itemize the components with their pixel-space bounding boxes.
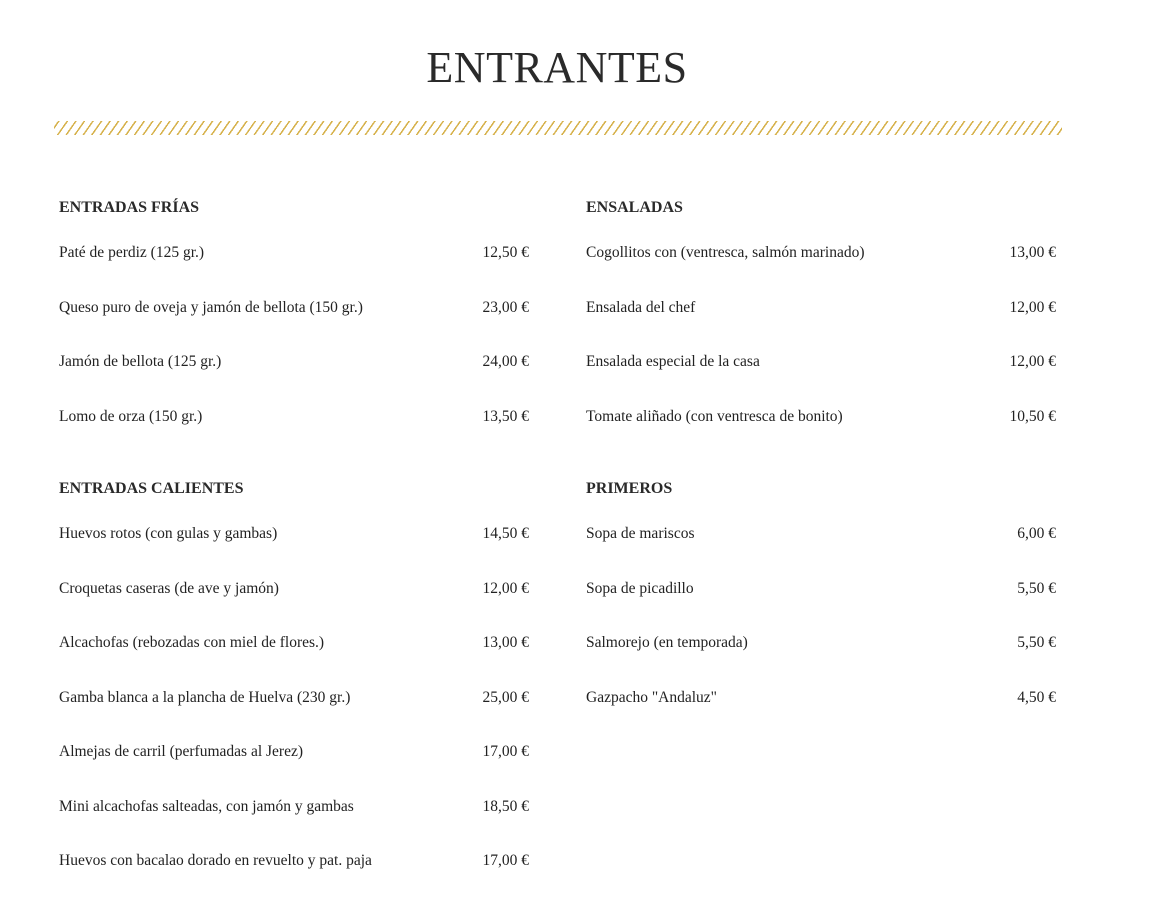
item-price: 17,00 € — [482, 852, 529, 870]
item-name: Croquetas caseras (de ave y jamón) — [59, 579, 279, 597]
section-title: ENTRADAS CALIENTES — [59, 480, 244, 497]
item-name: Almejas de carril (perfumadas al Jerez) — [59, 743, 303, 761]
section-title: ENTRADAS FRÍAS — [59, 199, 200, 216]
menu-item — [59, 226, 529, 281]
item-price: 5,50 € — [1017, 634, 1056, 652]
item-name: Mini alcachofas salteadas, con jamón y gambas — [59, 797, 354, 815]
menu-item — [59, 281, 529, 336]
menu-item — [586, 390, 1056, 445]
item-price: 12,00 € — [1009, 298, 1056, 316]
item-price: 13,50 € — [482, 407, 529, 425]
item-name: Gamba blanca a la plancha de Huelva (230 gr.) — [59, 688, 351, 706]
section-title: PRIMEROS — [586, 480, 673, 497]
item-name: Huevos rotos (con gulas y gambas) — [59, 525, 278, 543]
menu-item — [586, 226, 1056, 281]
section-entradas-frias — [59, 198, 529, 444]
item-price: 12,00 € — [1009, 353, 1056, 371]
menu-item — [59, 616, 529, 671]
menu-list — [59, 507, 529, 889]
item-name: Ensalada especial de la casa — [586, 353, 760, 371]
menu-item — [59, 671, 529, 726]
menu-item — [59, 725, 529, 780]
item-name: Sopa de picadillo — [586, 579, 694, 597]
item-price: 14,50 € — [482, 525, 529, 543]
item-name: Huevos con bacalao dorado en revuelto y pat. paja — [59, 852, 372, 870]
item-name: Queso puro de oveja y jamón de bellota (150 gr.) — [59, 298, 363, 316]
page-title: ENTRANTES — [426, 43, 688, 92]
menu-item — [586, 562, 1056, 617]
menu-list — [586, 507, 1056, 725]
item-price: 24,00 € — [482, 353, 529, 371]
menu-list — [586, 226, 1056, 444]
section-entradas-calientes — [59, 479, 529, 889]
menu-item — [59, 562, 529, 617]
item-price: 12,50 € — [482, 244, 529, 262]
item-price: 4,50 € — [1017, 688, 1056, 706]
menu-item — [586, 671, 1056, 726]
item-price: 23,00 € — [482, 298, 529, 316]
menu-list — [59, 226, 529, 444]
menu-item — [59, 335, 529, 390]
menu-item — [586, 281, 1056, 336]
item-price: 5,50 € — [1017, 579, 1056, 597]
item-name: Tomate aliñado (con ventresca de bonito) — [586, 407, 843, 425]
menu-item — [59, 507, 529, 562]
item-price: 12,00 € — [482, 579, 529, 597]
item-name: Salmorejo (en temporada) — [586, 634, 748, 652]
item-name: Jamón de bellota (125 gr.) — [59, 353, 222, 371]
item-name: Alcachofas (rebozadas con miel de flores.) — [59, 634, 325, 652]
menu-item — [59, 834, 529, 889]
decorative-divider — [54, 121, 1062, 135]
section-primeros — [586, 479, 1056, 725]
item-name: Lomo de orza (150 gr.) — [59, 407, 203, 425]
menu-item — [59, 390, 529, 445]
section-ensaladas — [586, 198, 1056, 444]
item-name: Paté de perdiz (125 gr.) — [59, 244, 205, 262]
menu-item — [586, 335, 1056, 390]
item-price: 10,50 € — [1009, 407, 1056, 425]
item-name: Cogollitos con (ventresca, salmón marinado) — [586, 244, 865, 262]
item-name: Sopa de mariscos — [586, 525, 695, 543]
item-name: Ensalada del chef — [586, 298, 696, 316]
menu-item — [586, 616, 1056, 671]
item-name: Gazpacho "Andaluz" — [586, 688, 718, 706]
item-price: 18,50 € — [482, 797, 529, 815]
section-title: ENSALADAS — [586, 199, 683, 216]
item-price: 6,00 € — [1017, 525, 1056, 543]
menu-item — [586, 507, 1056, 562]
item-price: 25,00 € — [482, 688, 529, 706]
menu-item — [59, 780, 529, 835]
item-price: 13,00 € — [482, 634, 529, 652]
item-price: 13,00 € — [1009, 244, 1056, 262]
item-price: 17,00 € — [482, 743, 529, 761]
